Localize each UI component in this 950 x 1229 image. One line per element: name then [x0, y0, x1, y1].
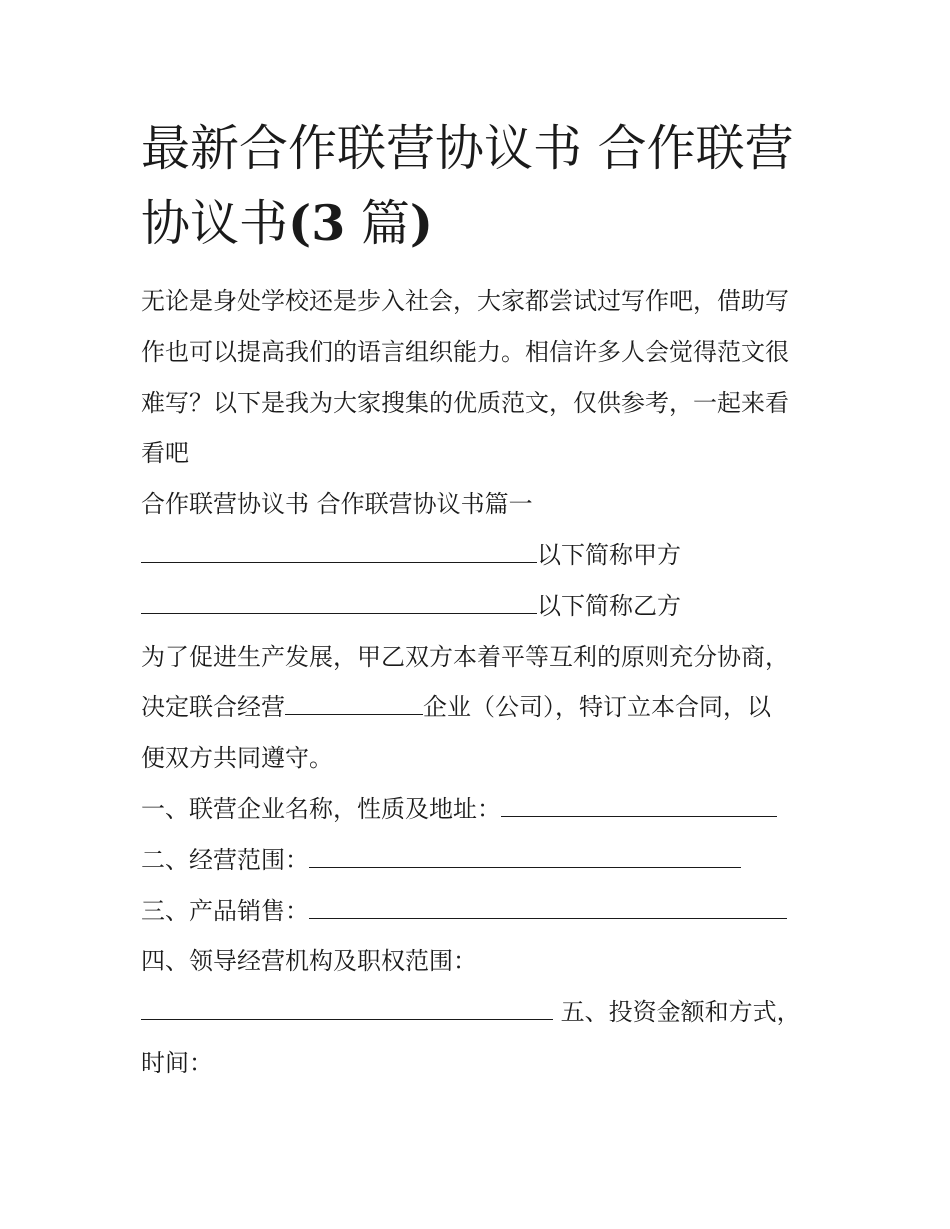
item-four-blank — [141, 997, 553, 1020]
intro-line-3: 难写？以下是我为大家搜集的优质范文，仅供参考，一起来看 — [141, 389, 789, 417]
party-a-blank — [141, 540, 537, 563]
intro-line-2: 作也可以提高我们的语言组织能力。相信许多人会觉得范文很 — [141, 338, 789, 366]
party-a-label: 以下简称甲方 — [537, 541, 681, 569]
item-three-label: 三、产品销售： — [141, 897, 309, 925]
item-three — [141, 894, 787, 928]
purpose-line-2 — [141, 690, 771, 724]
item-four: 四、领导经营机构及职权范围： — [141, 947, 477, 975]
title-count-unit: 篇 — [345, 195, 410, 252]
enterprise-name-blank — [285, 692, 423, 715]
item-five-continued: 时间： — [141, 1049, 213, 1077]
title-line-1: 最新合作联营协议书 合作联营 — [141, 120, 794, 177]
party-b-line — [141, 589, 681, 623]
title-count-close: ) — [409, 194, 434, 252]
purpose-line-3: 便双方共同遵守。 — [141, 744, 333, 772]
item-two — [141, 843, 741, 877]
purpose-line-1: 为了促进生产发展，甲乙双方本着平等互利的原则充分协商， — [141, 643, 789, 671]
title-line-2-text: 协议书 — [141, 195, 289, 252]
item-one-label: 一、联营企业名称，性质及地址： — [141, 795, 501, 823]
item-one-blank — [501, 794, 777, 817]
item-two-blank — [309, 845, 741, 868]
purpose-line-2-post: 企业（公司），特订立本合同，以 — [423, 693, 771, 721]
section-heading: 合作联营协议书 合作联营协议书篇一 — [141, 490, 533, 518]
intro-line-4: 看吧 — [141, 439, 189, 467]
party-b-label: 以下简称乙方 — [537, 592, 681, 620]
item-four-blank-and-five — [141, 995, 801, 1029]
title-count-open: (3 — [288, 194, 346, 252]
party-b-blank — [141, 591, 537, 614]
item-one — [141, 792, 777, 826]
document-title — [141, 112, 821, 261]
item-two-label: 二、经营范围： — [141, 846, 309, 874]
item-five-label: 五、投资金额和方式， — [553, 998, 801, 1026]
intro-line-1: 无论是身处学校还是步入社会，大家都尝试过写作吧，借助写 — [141, 287, 789, 315]
party-a-line — [141, 538, 681, 572]
item-three-blank — [309, 896, 787, 919]
purpose-line-2-pre: 决定联合经营 — [141, 693, 285, 721]
